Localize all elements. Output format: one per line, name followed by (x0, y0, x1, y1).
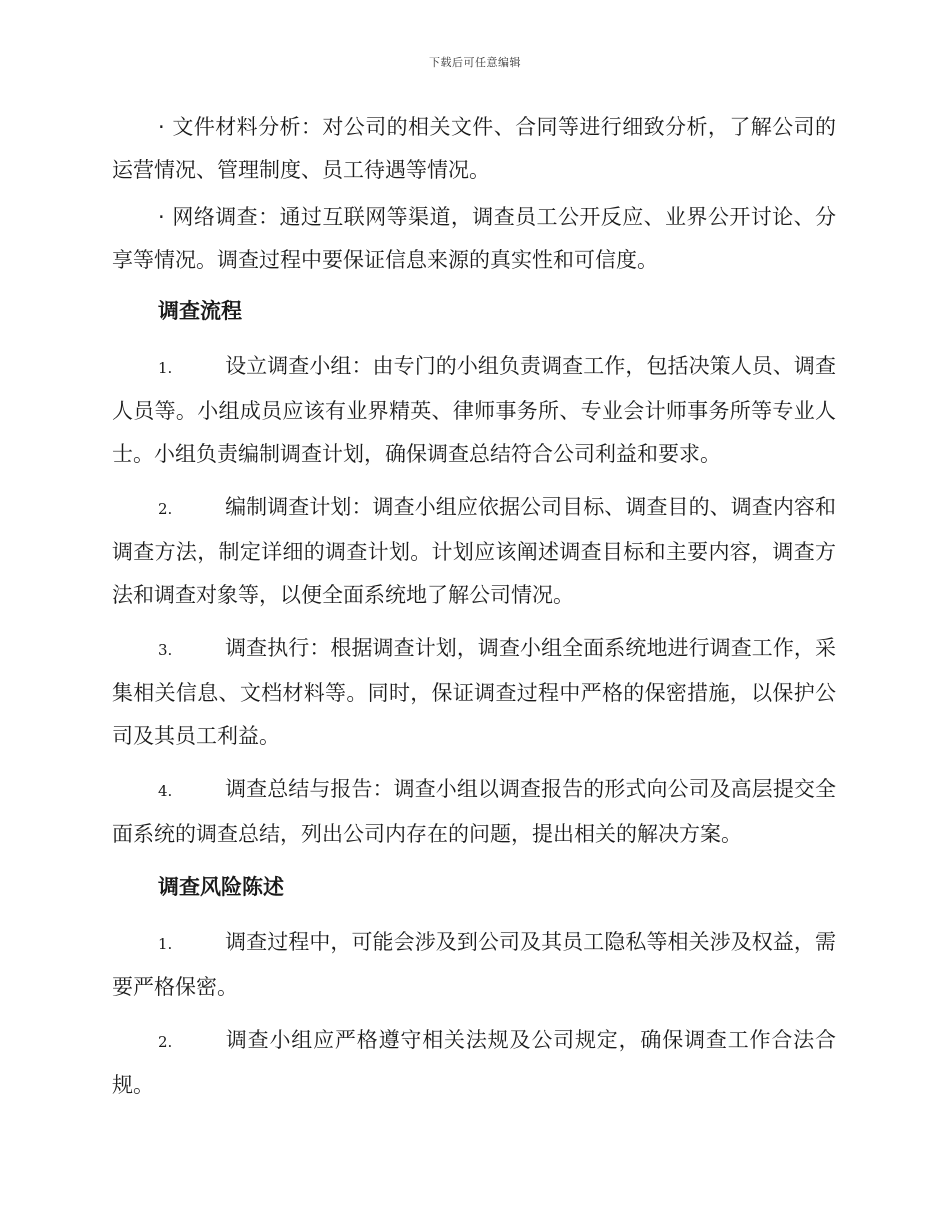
process-item-1 (112, 345, 836, 476)
bullet-text: 文件材料分析：对公司的相关文件、合同等进行细致分析，了解公司的运营情况、管理制度、员工待遇等情况。 (112, 115, 836, 182)
item-text: 调查过程中，可能会涉及到公司及其员工隐私等相关涉及权益，需要严格保密。 (112, 930, 836, 999)
page-header: 下载后可任意编辑 (429, 56, 521, 69)
section-heading-process: 调查流程 (158, 299, 242, 323)
item-number: 1. (158, 359, 173, 377)
item-number: 2. (158, 1033, 173, 1051)
risk-item-2 (112, 1019, 836, 1107)
item-text: 调查小组应严格遵守相关法规及公司规定，确保调查工作合法合规。 (112, 1028, 836, 1097)
bullet-dot-icon: · (158, 205, 165, 229)
process-item-4 (112, 768, 836, 856)
bullet-dot-icon: · (158, 115, 165, 139)
item-number: 3. (158, 641, 173, 659)
item-number: 4. (158, 782, 173, 800)
item-text: 调查总结与报告：调查小组以调查报告的形式向公司及高层提交全面系统的调查总结，列出公司内存在的问题，提出相关的解决方案。 (112, 777, 836, 846)
process-item-3 (112, 627, 836, 758)
bullet-paragraph-network-survey (112, 196, 836, 282)
item-text: 编制调查计划：调查小组应依据公司目标、调查目的、调查内容和调查方法，制定详细的调查计划。计划应该阐述调查目标和主要内容，调查方法和调查对象等，以便全面系统地了解公司情况。 (112, 495, 836, 607)
document-body (112, 106, 836, 1117)
item-number: 1. (158, 935, 173, 953)
process-item-2 (112, 486, 836, 617)
item-text: 设立调查小组：由专门的小组负责调查工作，包括决策人员、调查人员等。小组成员应该有业界精英、律师事务所、专业会计师事务所等专业人士。小组负责编制调查计划，确保调查总结符合公司利益和要求。 (112, 354, 836, 466)
item-text: 调查执行：根据调查计划，调查小组全面系统地进行调查工作，采集相关信息、文档材料等。同时，保证调查过程中严格的保密措施，以保护公司及其员工利益。 (112, 636, 836, 748)
section-heading-risk: 调查风险陈述 (158, 875, 284, 899)
bullet-text: 网络调查：通过互联网等渠道，调查员工公开反应、业界公开讨论、分享等情况。调查过程中要保证信息来源的真实性和可信度。 (112, 205, 836, 272)
item-number: 2. (158, 500, 173, 518)
risk-item-1 (112, 921, 836, 1009)
bullet-paragraph-file-analysis (112, 106, 836, 192)
